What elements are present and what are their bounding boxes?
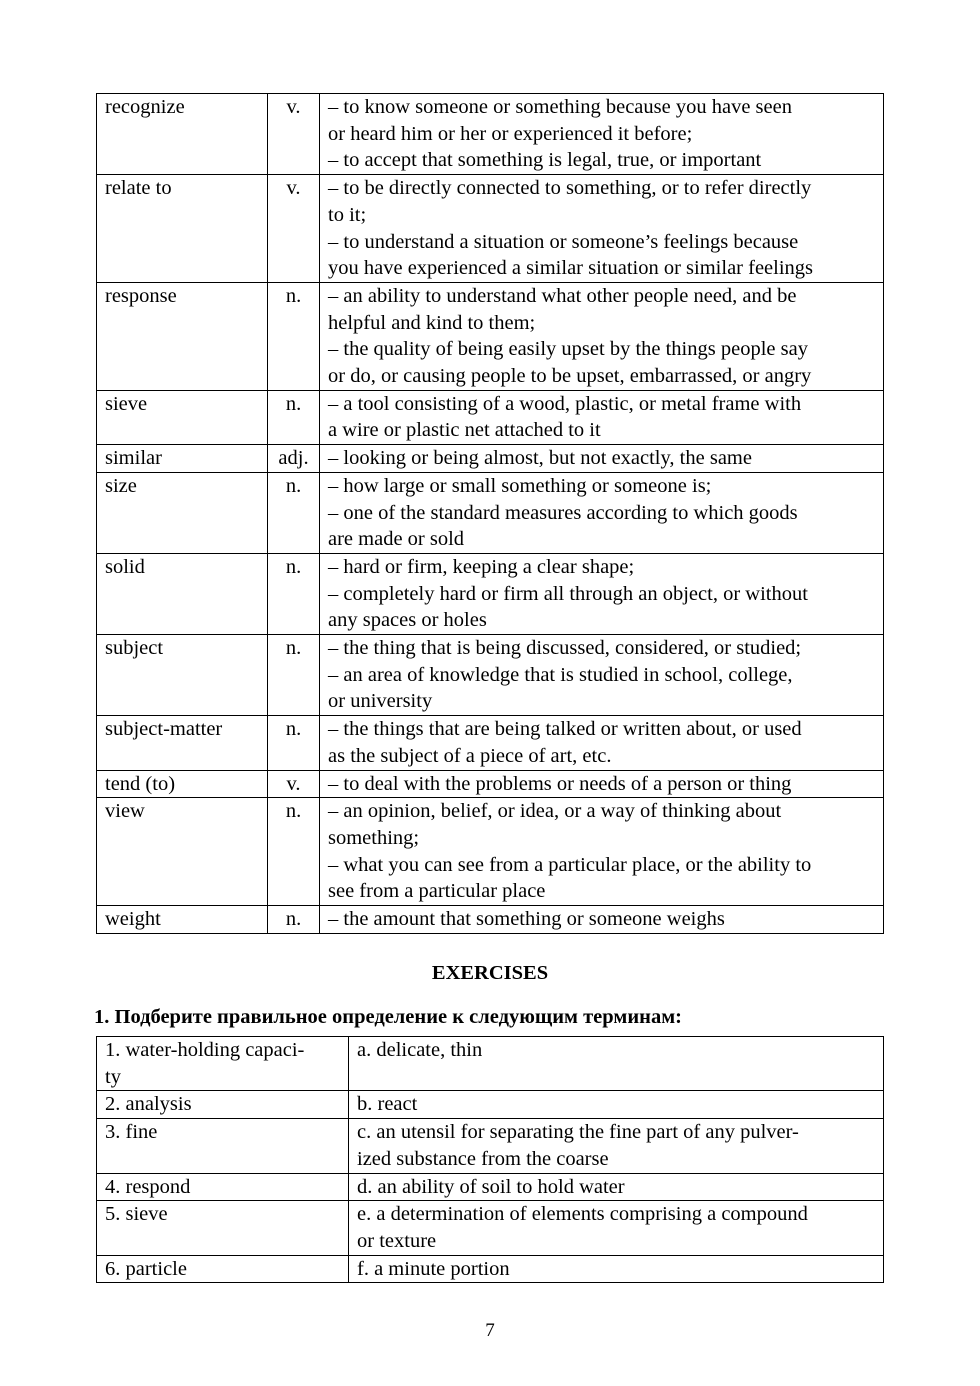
definition <box>349 1091 884 1119</box>
definition-line: or do, or causing people to be upset, embarrassed, or angry <box>328 365 812 388</box>
cell-line: 5. sieve <box>105 1203 168 1226</box>
part-of-speech: v. <box>268 94 320 175</box>
definition <box>349 1119 884 1173</box>
part-of-speech: n. <box>268 472 320 553</box>
table-row <box>97 906 884 934</box>
definition-line: – an area of knowledge that is studied in school, college, <box>328 663 793 686</box>
part-of-speech: n. <box>268 282 320 390</box>
cell-line: 2. analysis <box>105 1093 192 1116</box>
cell-line: or texture <box>357 1229 437 1252</box>
definition-line: or university <box>328 690 433 713</box>
part-of-speech: n. <box>268 635 320 716</box>
term: view <box>97 798 268 906</box>
term <box>97 1173 349 1201</box>
definition-line: – how large or small something or someone is; <box>328 474 712 497</box>
definition-line: see from a particular place <box>328 880 546 903</box>
table-row <box>97 1201 884 1255</box>
definition <box>320 175 884 283</box>
table-row <box>97 1255 884 1283</box>
definition-line: helpful and kind to them; <box>328 311 536 334</box>
table-row <box>97 445 884 473</box>
definition-line: – hard or firm, keeping a clear shape; <box>328 555 635 578</box>
definition-line: – to accept that something is legal, true, or important <box>328 149 762 172</box>
vocabulary-table <box>96 93 884 934</box>
term: weight <box>97 906 268 934</box>
definition-line: – an ability to understand what other people need, and be <box>328 284 797 307</box>
definition-line: – to know someone or something because you have seen <box>328 96 792 118</box>
definition <box>320 906 884 934</box>
table-row <box>97 798 884 906</box>
definition <box>320 445 884 473</box>
term: response <box>97 282 268 390</box>
term: subject <box>97 635 268 716</box>
exercise-instruction: 1. Подберите правильное определение к следующим терминам: <box>94 1006 682 1028</box>
part-of-speech: n. <box>268 390 320 444</box>
cell-line: a. delicate, thin <box>357 1039 483 1061</box>
part-of-speech: n. <box>268 716 320 770</box>
term <box>97 1119 349 1173</box>
part-of-speech: v. <box>268 175 320 283</box>
part-of-speech: n. <box>268 553 320 634</box>
definition <box>320 282 884 390</box>
table-row <box>97 282 884 390</box>
definition-line: – to understand a situation or someone’s feelings because <box>328 230 799 253</box>
cell-line: 1. water-holding capaci- <box>105 1039 305 1061</box>
definition-line: – the amount that something or someone weighs <box>328 908 725 931</box>
definition-line: – to be directly connected to something, or to refer directly <box>328 177 812 200</box>
definition-line: – the things that are being talked or written about, or used <box>328 718 802 741</box>
page-number: 7 <box>485 1320 495 1341</box>
table-row <box>97 175 884 283</box>
exercises-heading: EXERCISES <box>431 962 549 984</box>
cell-line: c. an utensil for separating the fine part of any pulver- <box>357 1121 799 1144</box>
definition-line: – an opinion, belief, or idea, or a way of thinking about <box>328 800 782 823</box>
definition-line: as the subject of a piece of art, etc. <box>328 744 612 767</box>
table-row <box>97 472 884 553</box>
table-row <box>97 770 884 798</box>
definition-line: – to deal with the problems or needs of a person or thing <box>328 772 792 795</box>
definition <box>320 390 884 444</box>
definition <box>320 798 884 906</box>
part-of-speech: n. <box>268 906 320 934</box>
cell-line: 6. particle <box>105 1257 187 1280</box>
part-of-speech: n. <box>268 798 320 906</box>
cell-line: 4. respond <box>105 1175 191 1198</box>
term: similar <box>97 445 268 473</box>
definition <box>320 94 884 175</box>
table-row <box>97 716 884 770</box>
term: solid <box>97 553 268 634</box>
term <box>97 1037 349 1091</box>
definition <box>349 1037 884 1091</box>
term: tend (to) <box>97 770 268 798</box>
cell-line: ized substance from the coarse <box>357 1147 609 1170</box>
term: subject-matter <box>97 716 268 770</box>
term <box>97 1091 349 1119</box>
cell-line: f. a minute portion <box>357 1257 510 1280</box>
cell-line: d. an ability of soil to hold water <box>357 1175 625 1198</box>
definition-line: – one of the standard measures according to which goods <box>328 501 798 524</box>
definition <box>320 770 884 798</box>
definition <box>320 472 884 553</box>
term <box>97 1201 349 1255</box>
cell-line: ty <box>105 1065 121 1088</box>
definition <box>320 553 884 634</box>
table-row <box>97 1037 884 1091</box>
definition <box>349 1173 884 1201</box>
table-row <box>97 1091 884 1119</box>
table-row <box>97 553 884 634</box>
definition-line: – completely hard or firm all through an object, or without <box>328 582 808 605</box>
table-row <box>97 1119 884 1173</box>
part-of-speech: adj. <box>268 445 320 473</box>
table-row <box>97 390 884 444</box>
table-row <box>97 94 884 175</box>
definition <box>320 635 884 716</box>
matching-table <box>96 1036 884 1283</box>
definition-line: – what you can see from a particular place, or the ability to <box>328 853 812 876</box>
definition-line: – looking or being almost, but not exactly, the same <box>328 447 752 470</box>
definition-line: a wire or plastic net attached to it <box>328 419 601 442</box>
term: relate to <box>97 175 268 283</box>
definition-line: – the thing that is being discussed, considered, or studied; <box>328 637 802 660</box>
cell-line: 3. fine <box>105 1121 158 1144</box>
definition-line: any spaces or holes <box>328 609 487 632</box>
definition <box>349 1201 884 1255</box>
definition-line: are made or sold <box>328 528 465 551</box>
definition-line: you have experienced a similar situation or similar feelings <box>328 257 814 280</box>
term: sieve <box>97 390 268 444</box>
table-row <box>97 1173 884 1201</box>
definition <box>349 1255 884 1283</box>
term: size <box>97 472 268 553</box>
definition-line: to it; <box>328 203 367 226</box>
cell-line: e. a determination of elements comprising a compound <box>357 1203 808 1226</box>
definition-line: – a tool consisting of a wood, plastic, or metal frame with <box>328 392 802 415</box>
definition-line: something; <box>328 826 420 849</box>
term <box>97 1255 349 1283</box>
definition-line: – the quality of being easily upset by the things people say <box>328 338 808 361</box>
definition <box>320 716 884 770</box>
term: recognize <box>97 94 268 175</box>
definition-line: or heard him or her or experienced it before; <box>328 122 693 145</box>
cell-line: b. react <box>357 1093 418 1116</box>
part-of-speech: v. <box>268 770 320 798</box>
table-row <box>97 635 884 716</box>
